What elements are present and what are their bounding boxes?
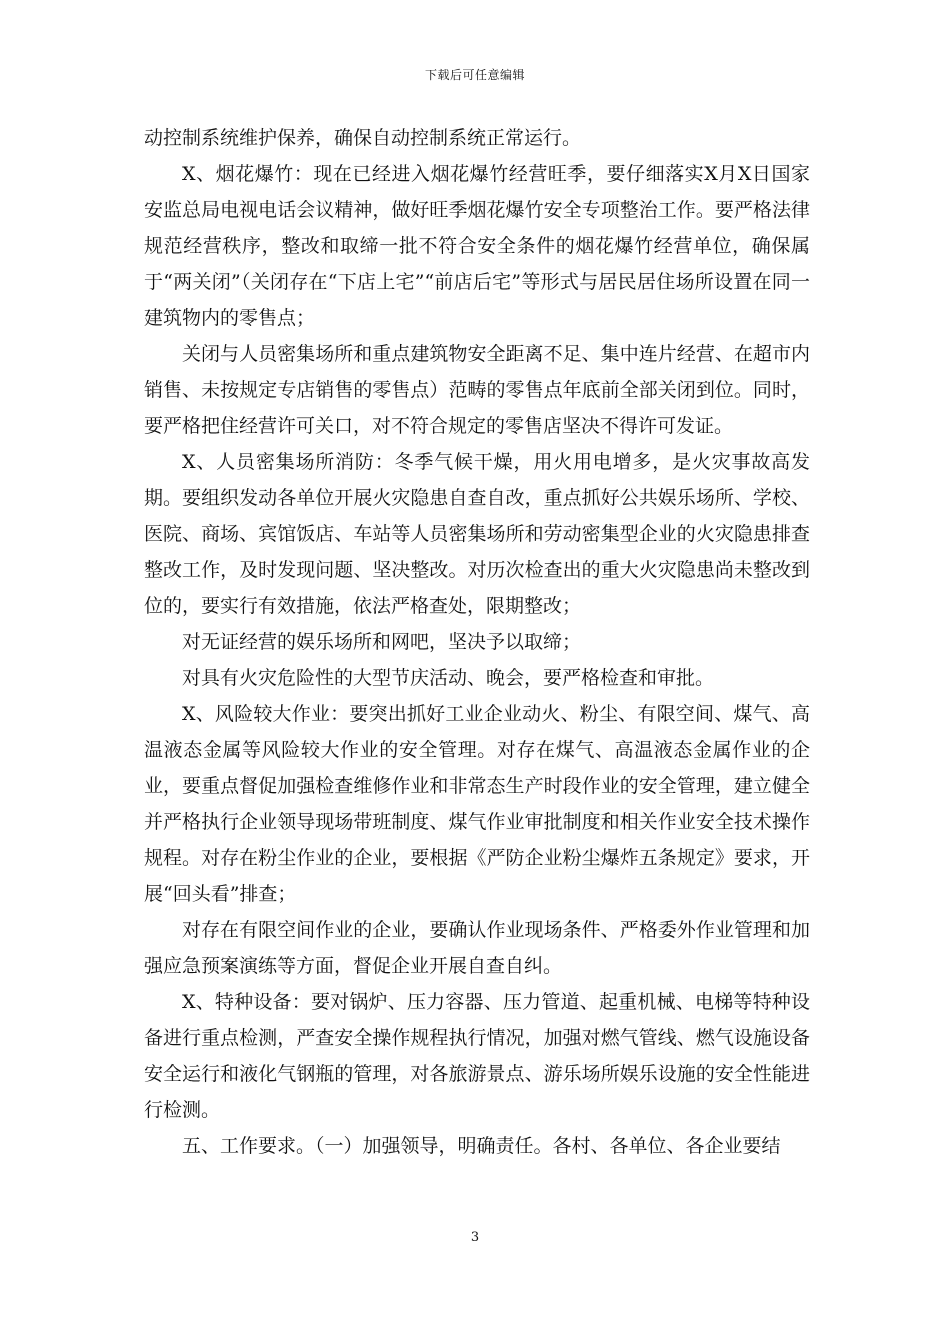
page-header: 下载后可任意编辑: [424, 68, 525, 82]
paragraph: 对存在有限空间作业的企业，要确认作业现场条件、严格委外作业管理和加强应急预案演练等方面，督促企业开展自查自纠。: [144, 919, 810, 977]
paragraph: X、特种设备：要对锅炉、压力容器、压力管道、起重机械、电梯等特种设备进行重点检测，严查安全操作规程执行情况，加强对燃气管线、燃气设施设备安全运行和液化气钢瓶的管理，对各旅游景点、游乐场所娱乐设施的安全性能进行检测。: [144, 991, 810, 1121]
paragraph: X、人员密集场所消防：冬季气候干燥，用火用电增多，是火灾事故高发期。要组织发动各单位开展火灾隐患自查自改，重点抓好公共娱乐场所、学校、医院、商场、宾馆饭店、车站等人员密集场所和劳动密集型企业的火灾隐患排查整改工作，及时发现问题、坚决整改。对历次检查出的重大火灾隐患尚未整改到位的，要实行有效措施，依法严格查处，限期整改；: [144, 451, 810, 617]
paragraph: 对具有火灾危险性的大型节庆活动、晚会，要严格检查和审批。: [182, 667, 715, 689]
paragraph: 关闭与人员密集场所和重点建筑物安全距离不足、集中连片经营、在超市内销售、未按规定专店销售的零售点）范畴的零售点年底前全部关闭到位。同时，要严格把住经营许可关口，对不符合规定的零售店坚决不得许可发证。: [144, 343, 810, 437]
paragraph: X、风险较大作业：要突出抓好工业企业动火、粉尘、有限空间、煤气、高温液态金属等风险较大作业的安全管理。对存在煤气、高温液态金属作业的企业，要重点督促加强检查维修作业和非常态生产时段作业的安全管理，建立健全并严格执行企业领导现场带班制度、煤气作业审批制度和相关作业安全技术操作规程。对存在粉尘作业的企业，要根据《严防企业粉尘爆炸五条规定》要求，开展“回头看”排查；: [144, 703, 810, 905]
paragraph: X、烟花爆竹：现在已经进入烟花爆竹经营旺季，要仔细落实X月X日国家安监总局电视电话会议精神，做好旺季烟花爆竹安全专项整治工作。要严格法律规范经营秩序，整改和取缔一批不符合安全条件的烟花爆竹经营单位，确保属于“两关闭”（关闭存在“下店上宅”“前店后宅”等形式与居民居住场所设置在同一建筑物内的零售点；: [144, 163, 810, 329]
page-number: 3: [470, 1230, 480, 1245]
document-body: [144, 120, 810, 1164]
paragraph: 动控制系统维护保养，确保自动控制系统正常运行。: [144, 127, 582, 149]
paragraph: 五、工作要求。（一）加强领导，明确责任。各村、各单位、各企业要结: [182, 1135, 781, 1157]
paragraph: 对无证经营的娱乐场所和网吧，坚决予以取缔；: [182, 631, 582, 653]
